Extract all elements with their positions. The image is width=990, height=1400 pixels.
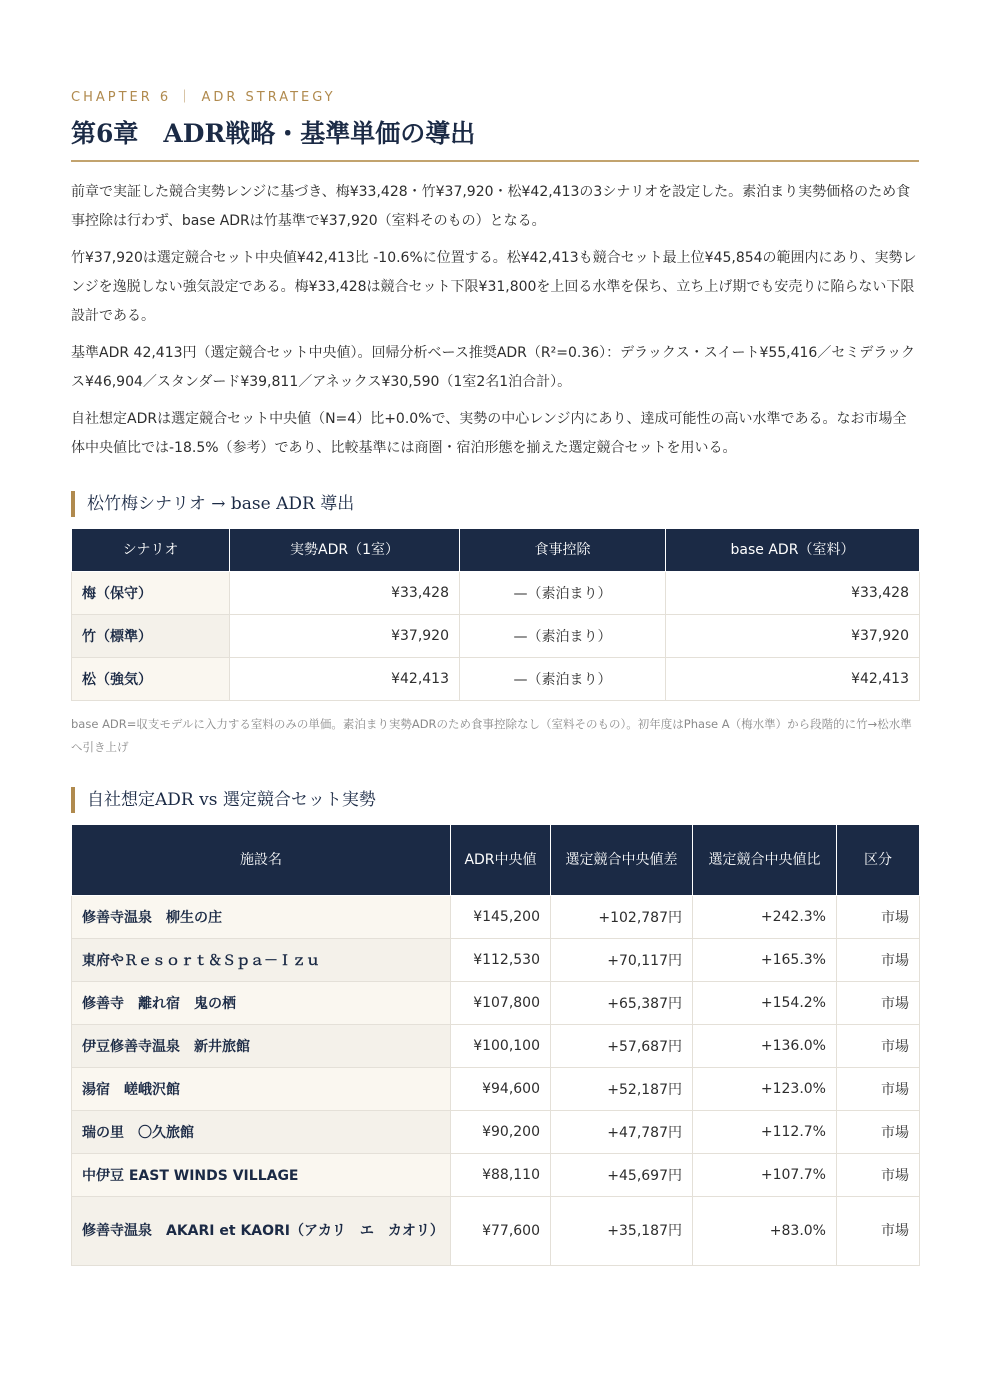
meal-deduction: —（素泊まり） (460, 572, 666, 615)
table-row (72, 1197, 920, 1266)
facility-name: 修善寺温泉 AKARI et KAORI（アカリ エ カオリ） (72, 1197, 451, 1266)
table-row (72, 982, 920, 1025)
median-diff: +35,187円 (551, 1197, 693, 1266)
facility-name: 瑞の里 〇久旅館 (72, 1111, 451, 1154)
comp-section-heading: 自社想定ADR vs 選定競合セット実勢 (71, 787, 919, 813)
meal-deduction: —（素泊まり） (460, 615, 666, 658)
median-diff: +47,787円 (551, 1111, 693, 1154)
scenario-table-header (72, 529, 920, 572)
comp-table-header (72, 825, 920, 896)
column-header: ADR中央値 (451, 825, 551, 896)
column-header: 選定競合中央値差 (551, 825, 693, 896)
median-ratio: +136.0% (693, 1025, 837, 1068)
category: 市場 (837, 1197, 920, 1266)
scenario-name: 梅（保守） (72, 572, 230, 615)
table-row (72, 615, 920, 658)
adr-median: ¥112,530 (451, 939, 551, 982)
adr-median: ¥107,800 (451, 982, 551, 1025)
column-header: 実勢ADR（1室） (230, 529, 460, 572)
facility-name: 東府やＲｅｓｏｒｔ＆Ｓｐａ－Ｉｚｕ (72, 939, 451, 982)
median-ratio: +83.0% (693, 1197, 837, 1266)
meal-deduction: —（素泊まり） (460, 658, 666, 701)
chapter-eyebrow: CHAPTER 6 ｜ ADR STRATEGY (71, 90, 336, 105)
column-header: 選定競合中央値比 (693, 825, 837, 896)
market-adr: ¥33,428 (230, 572, 460, 615)
base-adr: ¥42,413 (666, 658, 920, 701)
base-adr: ¥33,428 (666, 572, 920, 615)
table-row (72, 1068, 920, 1111)
median-ratio: +107.7% (693, 1154, 837, 1197)
scenario-section-heading: 松竹梅シナリオ → base ADR 導出 (71, 491, 919, 517)
category: 市場 (837, 896, 920, 939)
adr-median: ¥94,600 (451, 1068, 551, 1111)
adr-median: ¥145,200 (451, 896, 551, 939)
adr-median: ¥77,600 (451, 1197, 551, 1266)
category: 市場 (837, 982, 920, 1025)
body-paragraph-3: 基準ADR 42,413円（選定競合セット中央値）。回帰分析ベース推奨ADR（R²=0.36）：デラックス・スイート¥55,416／セミデラックス¥46,904／スタンダード¥39,811／アネックス¥30,590（1室2名1泊合計）。 (71, 345, 916, 390)
column-header: 施設名 (72, 825, 451, 896)
category: 市場 (837, 1154, 920, 1197)
facility-name: 修善寺温泉 柳生の庄 (72, 896, 451, 939)
table-row (72, 896, 920, 939)
median-ratio: +154.2% (693, 982, 837, 1025)
category: 市場 (837, 1068, 920, 1111)
column-header: シナリオ (72, 529, 230, 572)
comp-set-table (71, 825, 920, 1266)
category: 市場 (837, 1025, 920, 1068)
adr-median: ¥90,200 (451, 1111, 551, 1154)
scenario-name: 竹（標準） (72, 615, 230, 658)
median-ratio: +123.0% (693, 1068, 837, 1111)
table-row (72, 939, 920, 982)
body-paragraph-2: 竹¥37,920は選定競合セット中央値¥42,413比 -10.6%に位置する。松¥42,413も競合セット最上位¥45,854の範囲内にあり、実勢レンジを逸脱しない強気設定である。梅¥33,428は競合セット下限¥31,800を上回る水準を保ち、立ち上げ期でも安売りに陥らない下限設計である。 (71, 250, 917, 324)
facility-name: 湯宿 嵯峨沢館 (72, 1068, 451, 1111)
body-paragraph-1: 前章で実証した競合実勢レンジに基づき、梅¥33,428・竹¥37,920・松¥42,413の3シナリオを設定した。素泊まり実勢価格のため食事控除は行わず、base ADRは竹基準で¥37,920（室料そのもの）となる。 (71, 184, 911, 229)
body-paragraph-4: 自社想定ADRは選定競合セット中央値（N=4）比+0.0%で、実勢の中心レンジ内にあり、達成可能性の高い水準である。なお市場全体中央値比では-18.5%（参考）であり、比較基準には商圏・宿泊形態を揃えた選定競合セットを用いる。 (71, 411, 907, 456)
median-diff: +102,787円 (551, 896, 693, 939)
facility-name: 修善寺 離れ宿 鬼の栖 (72, 982, 451, 1025)
chapter-title: 第6章 ADR戦略・基準単価の導出 (71, 114, 919, 162)
facility-name: 中伊豆 EAST WINDS VILLAGE (72, 1154, 451, 1197)
base-adr: ¥37,920 (666, 615, 920, 658)
category: 市場 (837, 939, 920, 982)
table-row (72, 1154, 920, 1197)
table-row (72, 572, 920, 615)
column-header: base ADR（室料） (666, 529, 920, 572)
table-row (72, 1025, 920, 1068)
table-row (72, 1111, 920, 1154)
market-adr: ¥42,413 (230, 658, 460, 701)
median-diff: +65,387円 (551, 982, 693, 1025)
scenario-table-note: base ADR=収支モデルに入力する室料のみの単価。素泊まり実勢ADRのため食事控除なし（室料そのもの）。初年度はPhase A（梅水準）から段階的に竹→松水準へ引き上げ (71, 717, 912, 754)
median-ratio: +165.3% (693, 939, 837, 982)
median-diff: +52,187円 (551, 1068, 693, 1111)
median-ratio: +242.3% (693, 896, 837, 939)
column-header: 食事控除 (460, 529, 666, 572)
median-diff: +57,687円 (551, 1025, 693, 1068)
median-diff: +45,697円 (551, 1154, 693, 1197)
scenario-name: 松（強気） (72, 658, 230, 701)
scenario-table (71, 529, 920, 701)
market-adr: ¥37,920 (230, 615, 460, 658)
adr-median: ¥100,100 (451, 1025, 551, 1068)
table-row (72, 658, 920, 701)
median-ratio: +112.7% (693, 1111, 837, 1154)
category: 市場 (837, 1111, 920, 1154)
median-diff: +70,117円 (551, 939, 693, 982)
column-header: 区分 (837, 825, 920, 896)
facility-name: 伊豆修善寺温泉 新井旅館 (72, 1025, 451, 1068)
adr-median: ¥88,110 (451, 1154, 551, 1197)
